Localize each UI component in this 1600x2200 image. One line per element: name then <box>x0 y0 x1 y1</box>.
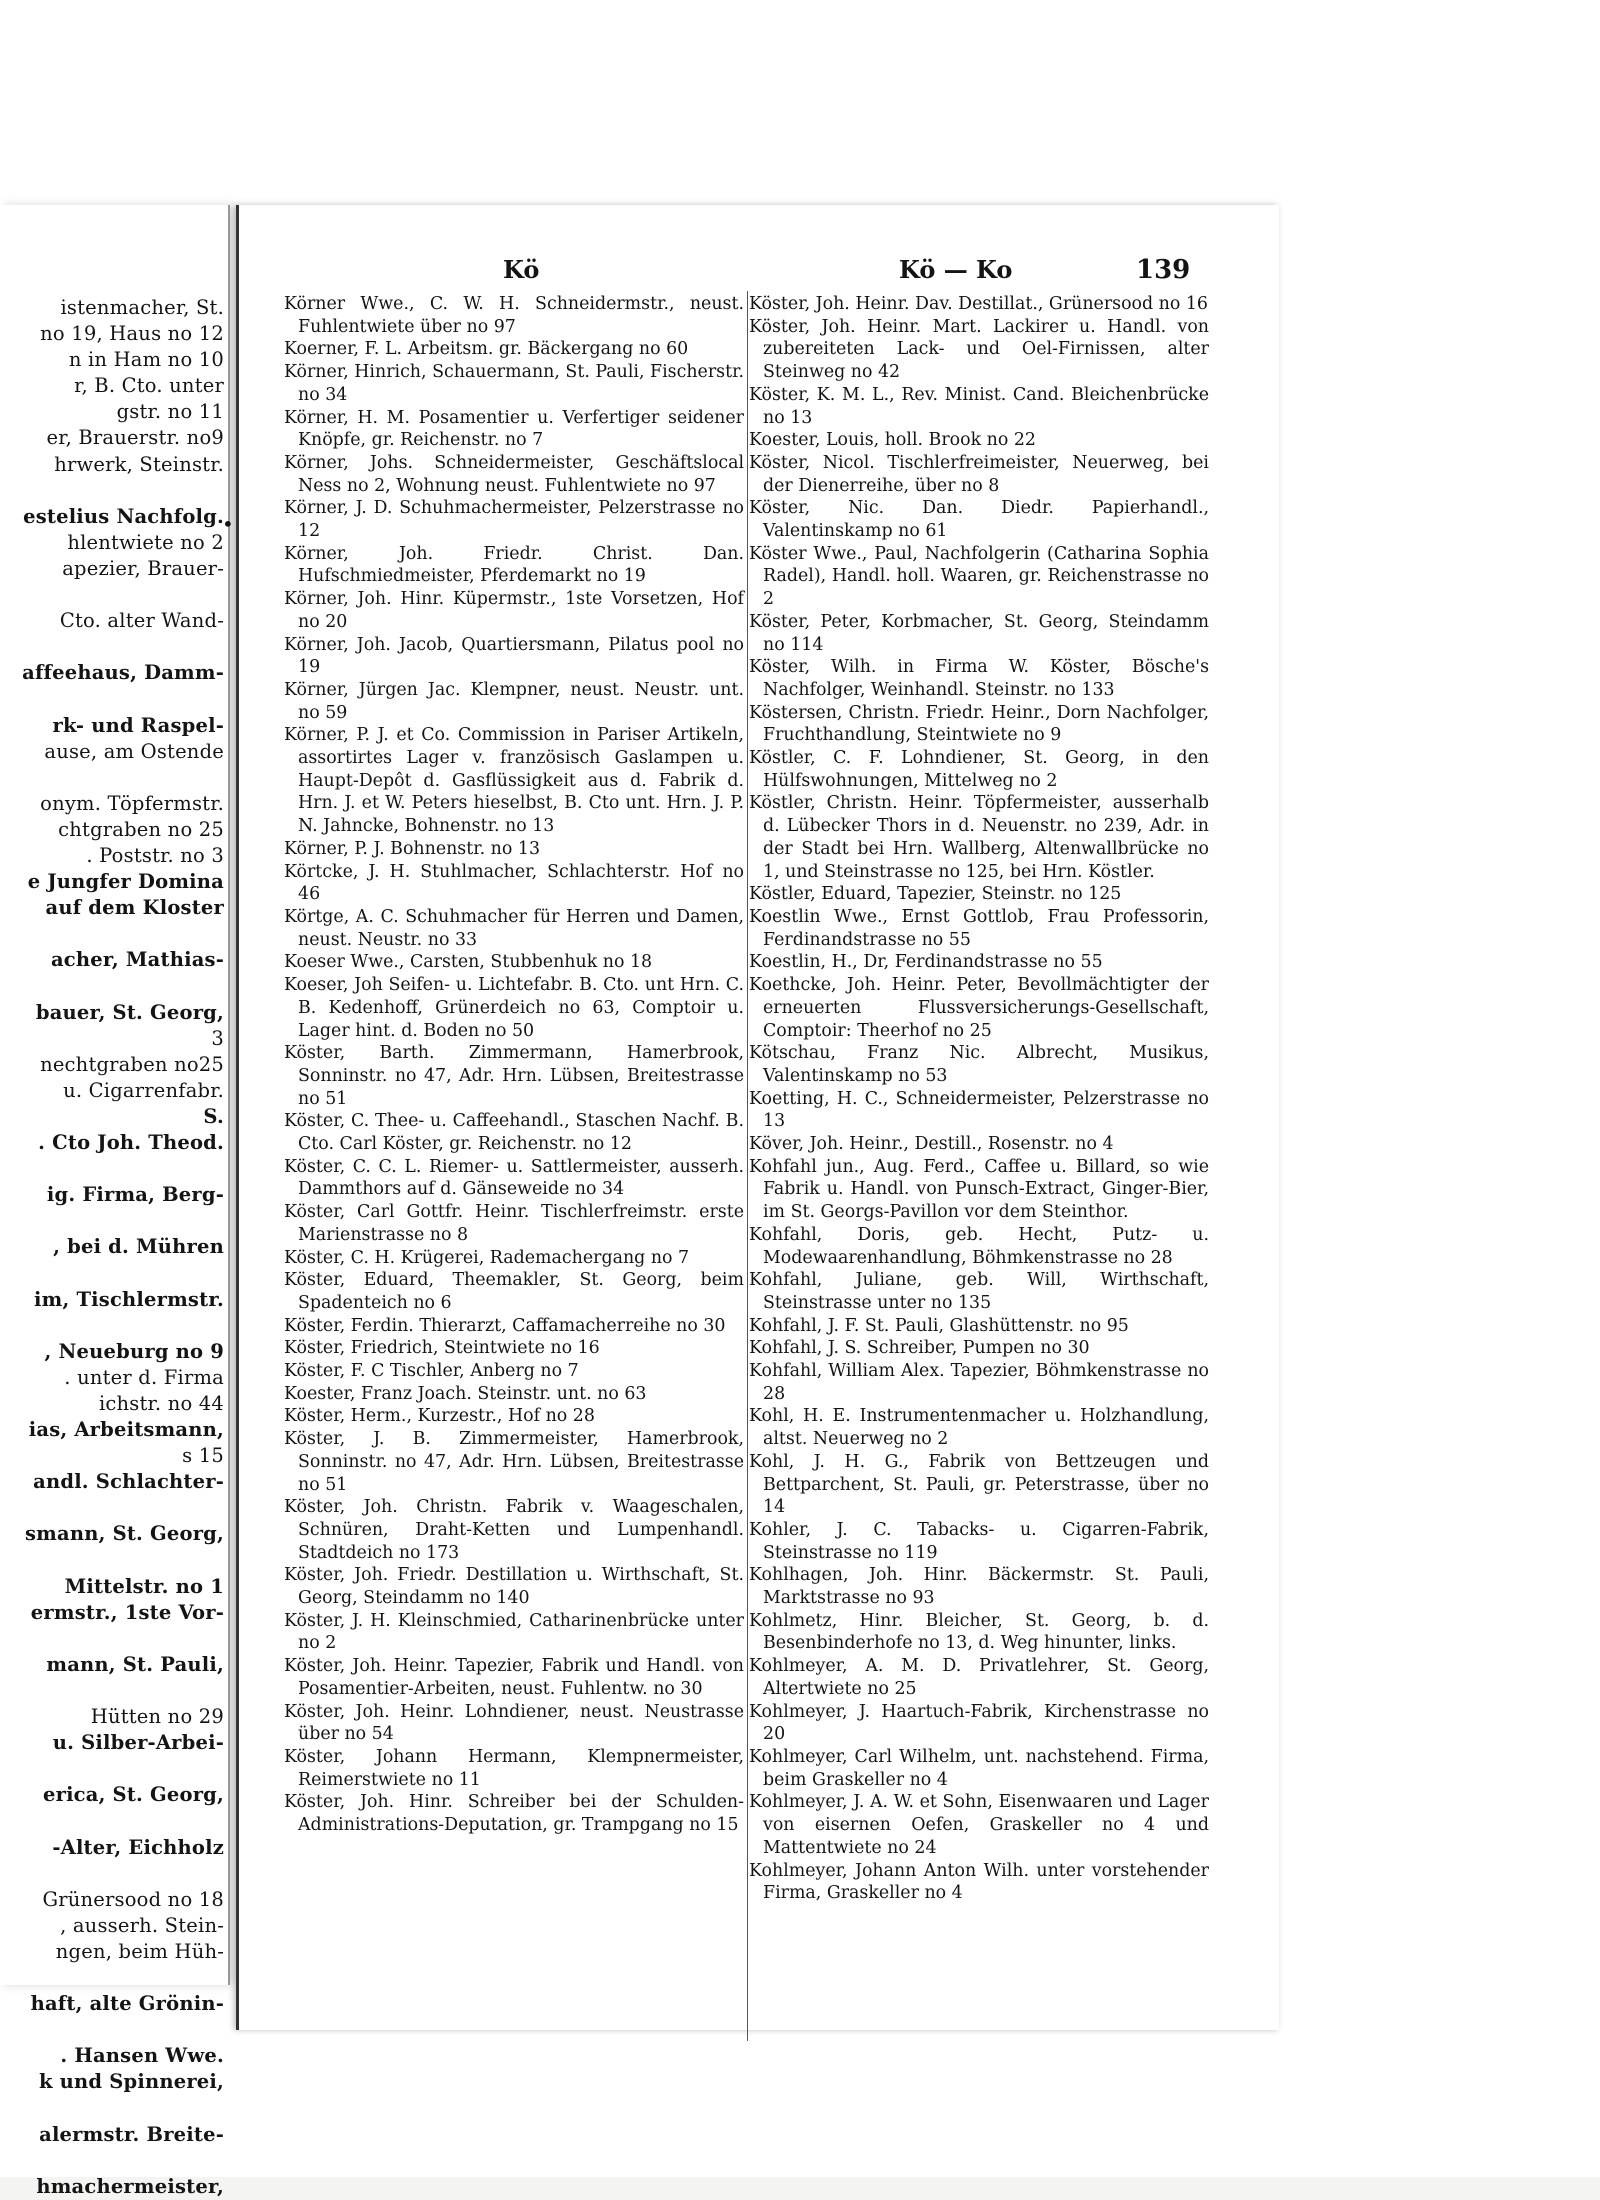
directory-entry: Kohlmeyer, Carl Wilhelm, unt. nachstehend. Firma, beim Graskeller no 4 <box>749 1747 1209 1790</box>
left-page-line: . Hansen Wwe. <box>60 2044 224 2068</box>
left-page-line: Mittelstr. no 1 <box>64 1574 224 1598</box>
left-page-line: k und Spinnerei, <box>38 2070 224 2094</box>
right-page <box>236 205 1279 2030</box>
left-page-line: u. Cigarrenfabr. <box>63 1078 224 1102</box>
directory-entry: Köster, Joh. Heinr. Mart. Lackirer u. Handl. von zubereiteten Lack- und Oel-Firnissen, alter Steinweg no 42 <box>749 316 1209 383</box>
left-page-fragment <box>0 205 230 2198</box>
directory-entry: Köster, Eduard, Theemakler, St. Georg, beim Spadenteich no 6 <box>284 1270 744 1313</box>
directory-entry: Köster, Barth. Zimmermann, Hamerbrook, Sonninstr. no 47, Adr. Hrn. Lübsen, Breitestrasse no 51 <box>284 1043 744 1109</box>
directory-entry: Köster, Joh. Heinr. Dav. Destillat., Grünersood no 16 <box>749 294 1208 314</box>
directory-entry: Kohlmeyer, J. A. W. et Sohn, Eisenwaaren und Lager von eisernen Oefen, Graskeller no 4 und Mattentwiete no 24 <box>749 1792 1209 1858</box>
left-page-line: hrwerk, Steinstr. <box>54 452 224 476</box>
directory-entry: Koethcke, Joh. Heinr. Peter, Bevollmächtigter der erneuerten Flussversicherungs-Gesellschaft, Comptoir: Theerhof no 25 <box>749 975 1209 1041</box>
header-left-catchword: Kö <box>503 255 540 284</box>
directory-entry: Kohlmetz, Hinr. Bleicher, St. Georg, b. d. Besenbinderhofe no 13, d. Weg hinunter, links. <box>749 1610 1209 1654</box>
directory-entry: Köster, K. M. L., Rev. Minist. Cand. Bleichenbrücke no 13 <box>749 384 1209 428</box>
left-page-line: estelius Nachfolg. <box>23 504 224 528</box>
directory-column-right <box>749 293 1209 1905</box>
directory-entry: Köster, Joh. Heinr. Lohndiener, neust. Neustrasse über no 54 <box>284 1701 744 1745</box>
directory-entry: Kohler, J. C. Tabacks- u. Cigarren-Fabrik, Steinstrasse no 119 <box>749 1519 1209 1563</box>
directory-entry: Köster, Herm., Kurzestr., Hof no 28 <box>284 1406 595 1427</box>
left-page-line: mann, St. Pauli, <box>46 1652 224 1676</box>
left-page-line <box>0 921 224 947</box>
directory-entry: Köster, C. C. L. Riemer- u. Sattlermeister, ausserh. Dammthors auf d. Gänseweide no 34 <box>284 1156 744 1200</box>
left-page-line <box>0 1626 224 1652</box>
left-page-line <box>0 1495 224 1521</box>
directory-entry: Köstler, Christn. Heinr. Töpfermeister, ausserhalb d. Lübecker Thors in d. Neuenstr. no 239, Adr. in der Stadt bei Hrn. Wallberg, Altenwallbrücke no 1, und Steinstrasse no 125, bei Hrn. Köstler. <box>749 793 1209 882</box>
directory-entry: Körner, Joh. Friedr. Christ. Dan. Hufschmiedmeister, Pferdemarkt no 19 <box>284 543 744 587</box>
left-page-line: acher, Mathias- <box>50 948 224 972</box>
left-page-line: Hütten no 29 <box>90 1705 224 1729</box>
left-page-line: affeehaus, Damm- <box>22 661 224 685</box>
directory-entry: Köster, Joh. Heinr. Tapezier, Fabrik und Handl. von Posamentier-Arbeiten, neust. Fuhlentw. no 30 <box>284 1656 744 1699</box>
left-page-line <box>0 1548 224 1574</box>
directory-entry: Köster, Nic. Dan. Diedr. Papierhandl., Valentinskamp no 61 <box>749 498 1209 542</box>
left-page-line <box>0 1313 224 1339</box>
directory-entry: Koestlin, H., Dr, Ferdinandstrasse no 55 <box>749 952 1103 973</box>
left-page-line: S. <box>203 1104 224 1128</box>
left-page-line <box>0 2095 224 2121</box>
directory-entry: Köster, Ferdin. Thierarzt, Caffamacherreihe no 30 <box>284 1315 726 1336</box>
directory-entry: Koestlin Wwe., Ernst Gottlob, Frau Professorin, Ferdinandstrasse no 55 <box>749 906 1209 950</box>
left-page-line: ichstr. no 44 <box>98 1391 224 1415</box>
page-header <box>239 255 1279 289</box>
left-page-line <box>0 1756 224 1782</box>
left-page-line: smann, St. Georg, <box>24 1522 224 1546</box>
left-page-line: erica, St. Georg, <box>42 1783 224 1807</box>
left-page-line: u. Silber-Arbei- <box>52 1731 224 1755</box>
left-page-line: istenmacher, St. <box>60 296 224 319</box>
directory-entry: Kohlmeyer, Johann Anton Wilh. unter vorstehender Firma, Graskeller no 4 <box>749 1860 1209 1904</box>
left-page-line: Grünersood no 18 <box>42 1887 224 1911</box>
left-page-line <box>0 973 224 999</box>
left-page-line: ias, Arbeitsmann, <box>28 1418 224 1442</box>
left-page-line: . unter d. Firma <box>64 1365 224 1389</box>
left-page-line <box>0 2017 224 2043</box>
directory-entry: Kohfahl, Doris, geb. Hecht, Putz- u. Modewaarenhandlung, Böhmkenstrasse no 28 <box>749 1224 1209 1268</box>
gutter-mark: • <box>222 512 234 536</box>
directory-entry: Kohfahl, J. S. Schreiber, Pumpen no 30 <box>749 1338 1090 1359</box>
left-page-line <box>0 1260 224 1286</box>
left-page-line: , bei d. Mühren <box>53 1235 224 1259</box>
directory-entry: Kohl, J. H. G., Fabrik von Bettzeugen und Bettparchent, St. Pauli, gr. Peterstrasse, über no 14 <box>749 1451 1209 1518</box>
left-page-line: er, Brauerstr. no9 <box>46 426 224 450</box>
directory-entry: Körner, Joh. Jacob, Quartiersmann, Pilatus pool no 19 <box>284 634 744 678</box>
left-page-line: bauer, St. Georg, <box>35 1000 224 1024</box>
left-page-line: gstr. no 11 <box>116 400 224 424</box>
directory-entry: Koester, Franz Joach. Steinstr. unt. no 63 <box>284 1383 647 1404</box>
directory-entry: Kohfahl, Juliane, geb. Will, Wirthschaft, Steinstrasse unter no 135 <box>749 1270 1209 1313</box>
directory-entry: Kohfahl, J. F. St. Pauli, Glashüttenstr. no 95 <box>749 1315 1129 1336</box>
directory-entry: Köstler, Eduard, Tapezier, Steinstr. no 125 <box>749 884 1122 905</box>
left-page-line <box>0 1208 224 1234</box>
left-page-line: . Cto Joh. Theod. <box>38 1131 224 1154</box>
left-page-line <box>0 2148 224 2174</box>
left-page-line: andl. Schlachter- <box>33 1470 224 1494</box>
left-page-line: s 15 <box>182 1444 224 1468</box>
directory-entry: Köster, C. H. Krügerei, Rademachergang no 7 <box>284 1247 690 1268</box>
left-page-line: e Jungfer Domina <box>27 870 224 894</box>
left-page-line: r, B. Cto. unter <box>74 374 224 398</box>
left-page-line: onym. Töpfermstr. <box>40 791 224 815</box>
left-page-line: . Poststr. no 3 <box>86 843 224 867</box>
header-right-catchword: Kö — Ko <box>899 255 1013 284</box>
directory-entry: Köster, F. C Tischler, Anberg no 7 <box>284 1361 579 1382</box>
left-page-line: rk- und Raspel- <box>52 713 224 737</box>
directory-entry: Köster Wwe., Paul, Nachfolgerin (Catharina Sophia Radel), Handl. holl. Waaren, gr. Reichenstrasse no 2 <box>749 543 1209 610</box>
directory-entry: Koetting, H. C., Schneidermeister, Pelzerstrasse no 13 <box>749 1088 1209 1132</box>
left-page-line <box>0 1678 224 1704</box>
left-page-line <box>0 765 224 791</box>
directory-entry: Körner, Hinrich, Schauermann, St. Pauli, Fischerstr. no 34 <box>284 362 744 405</box>
left-page-line: alermstr. Breite- <box>39 2122 224 2146</box>
left-page-line <box>0 478 224 504</box>
directory-entry: Koerner, F. L. Arbeitsm. gr. Bäckergang no 60 <box>284 339 689 360</box>
directory-entry: Kohl, H. E. Instrumentenmacher u. Holzhandlung, altst. Neuerweg no 2 <box>749 1406 1209 1450</box>
directory-column-left <box>284 293 744 1837</box>
left-page-line <box>0 582 224 608</box>
directory-entry: Köstler, C. F. Lohndiener, St. Georg, in den Hülfswohnungen, Mittelweg no 2 <box>749 748 1209 791</box>
page-number: 139 <box>1136 255 1191 285</box>
left-page-text <box>0 295 224 2200</box>
left-page-line: hmachermeister, <box>36 2174 224 2198</box>
directory-entry: Körner, Jürgen Jac. Klempner, neust. Neustr. unt. no 59 <box>284 679 744 723</box>
directory-entry: Körtge, A. C. Schuhmacher für Herren und Damen, neust. Neustr. no 33 <box>284 906 744 950</box>
left-page-line: n in Ham no 10 <box>68 348 224 372</box>
left-page-line: auf dem Kloster <box>45 896 224 920</box>
left-page-line <box>0 1965 224 1991</box>
directory-entry: Köster, J. B. Zimmermeister, Hamerbrook, Sonninstr. no 47, Adr. Hrn. Lübsen, Breitestrasse no 51 <box>284 1429 744 1495</box>
directory-entry: Kohfahl jun., Aug. Ferd., Caffee u. Billard, so wie Fabrik u. Handl. von Punsch-Extract, Ginger-Bier, im St. Georgs-Pavillon vor dem Steinthor. <box>749 1156 1209 1223</box>
left-page-line <box>0 1861 224 1887</box>
left-page-line: , Neueburg no 9 <box>44 1339 224 1363</box>
left-page-line: ig. Firma, Berg- <box>46 1183 224 1207</box>
left-page-line: ngen, beim Hüh- <box>55 1939 224 1963</box>
left-page-line: chtgraben no 25 <box>58 817 224 841</box>
directory-entry: Köster, Nicol. Tischlerfreimeister, Neuerweg, bei der Dienerreihe, über no 8 <box>749 452 1209 496</box>
directory-entry: Köster, C. Thee- u. Caffeehandl., Staschen Nachf. B. Cto. Carl Köster, gr. Reichenstr. no 12 <box>284 1111 744 1155</box>
directory-entry: Körner, Joh. Hinr. Küpermstr., 1ste Vorsetzen, Hof no 20 <box>284 589 744 632</box>
left-page-line: , ausserh. Stein- <box>60 1913 224 1937</box>
left-page-line: -Alter, Eichholz <box>52 1835 224 1859</box>
directory-entry: Kötschau, Franz Nic. Albrecht, Musikus, Valentinskamp no 53 <box>749 1043 1209 1086</box>
directory-entry: Koeser, Joh Seifen- u. Lichtefabr. B. Cto. unt Hrn. C. B. Kedenhoff, Grünerdeich no 63, Comptoir u. Lager hint. d. Boden no 50 <box>284 975 744 1041</box>
directory-entry: Köster, Wilh. in Firma W. Köster, Bösche's Nachfolger, Weinhandl. Steinstr. no 133 <box>749 657 1209 700</box>
directory-entry: Kohfahl, William Alex. Tapezier, Böhmkenstrasse no 28 <box>749 1361 1209 1404</box>
directory-entry: Köster, Joh. Hinr. Schreiber bei der Schulden-Administrations-Deputation, gr. Trampgang no 15 <box>284 1792 744 1836</box>
directory-entry: Körner, P. J. et Co. Commission in Pariser Artikeln, assortirtes Lager v. französisch Gaslampen u. Haupt-Depôt d. Gasflüssigkeit aus d. Fabrik d. Hrn. J. et W. Peters hieselbst, B. Cto unt. Hrn. J. P. N. Jahncke, Bohnenstr. no 13 <box>284 725 744 837</box>
left-page-line <box>0 686 224 712</box>
directory-entry: Körner, P. J. Bohnenstr. no 13 <box>284 838 541 859</box>
directory-entry: Koeser Wwe., Carsten, Stubbenhuk no 18 <box>284 952 653 973</box>
left-page-line <box>0 634 224 660</box>
directory-entry: Köster, Friedrich, Steintwiete no 16 <box>284 1338 600 1359</box>
directory-entry: Kohlhagen, Joh. Hinr. Bäckermstr. St. Pauli, Marktstrasse no 93 <box>749 1565 1209 1609</box>
left-page-line <box>0 1156 224 1182</box>
left-page-line <box>0 1808 224 1834</box>
directory-entry: Köster, Carl Gottfr. Heinr. Tischlerfreimstr. erste Marienstrasse no 8 <box>284 1202 744 1245</box>
directory-entry: Körner, Johs. Schneidermeister, Geschäftslocal Ness no 2, Wohnung neust. Fuhlentwiete no 97 <box>284 452 744 496</box>
left-page-line: apezier, Brauer- <box>62 556 224 580</box>
left-page-line: haft, alte Grönin- <box>30 1992 224 2016</box>
left-page-line: ause, am Ostende <box>44 739 224 763</box>
left-page-line: Cto. alter Wand- <box>59 609 224 633</box>
directory-entry: Köster, J. H. Kleinschmied, Catharinenbrücke unter no 2 <box>284 1610 744 1654</box>
directory-entry: Körner Wwe., C. W. H. Schneidermstr., neust. Fuhlentwiete über no 97 <box>284 294 744 337</box>
left-page-line: no 19, Haus no 12 <box>40 322 224 346</box>
directory-entry: Körner, J. D. Schuhmachermeister, Pelzerstrasse no 12 <box>284 498 744 542</box>
directory-entry: Köster, Joh. Friedr. Destillation u. Wirthschaft, St. Georg, Steindamm no 140 <box>284 1565 744 1609</box>
left-page-line: 3 <box>211 1026 224 1050</box>
left-page-line: im, Tischlermstr. <box>34 1287 224 1311</box>
directory-entry: Kohlmeyer, A. M. D. Privatlehrer, St. Georg, Altertwiete no 25 <box>749 1656 1209 1699</box>
directory-entry: Köster, Johann Hermann, Klempnermeister, Reimerstwiete no 11 <box>284 1747 744 1790</box>
left-page-line: hlentwiete no 2 <box>67 530 224 554</box>
directory-entry: Körner, H. M. Posamentier u. Verfertiger seidener Knöpfe, gr. Reichenstr. no 7 <box>284 407 744 451</box>
directory-entry: Köster, Peter, Korbmacher, St. Georg, Steindamm no 114 <box>749 611 1209 655</box>
column-divider <box>747 291 748 2041</box>
left-page-line: ermstr., 1ste Vor- <box>30 1600 224 1624</box>
directory-entry: Koester, Louis, holl. Brook no 22 <box>749 430 1036 451</box>
directory-entry: Kohlmeyer, J. Haartuch-Fabrik, Kirchenstrasse no 20 <box>749 1701 1209 1745</box>
directory-entry: Körtcke, J. H. Stuhlmacher, Schlachterstr. Hof no 46 <box>284 861 744 905</box>
left-page-line: nechtgraben no25 <box>40 1052 224 1076</box>
directory-entry: Köster, Joh. Christn. Fabrik v. Waageschalen, Schnüren, Draht-Ketten und Lumpenhandl. Stadtdeich no 173 <box>284 1497 744 1563</box>
directory-entry: Köstersen, Christn. Friedr. Heinr., Dorn Nachfolger, Fruchthandlung, Steintwiete no 9 <box>749 702 1209 746</box>
directory-entry: Köver, Joh. Heinr., Destill., Rosenstr. no 4 <box>749 1134 1114 1155</box>
